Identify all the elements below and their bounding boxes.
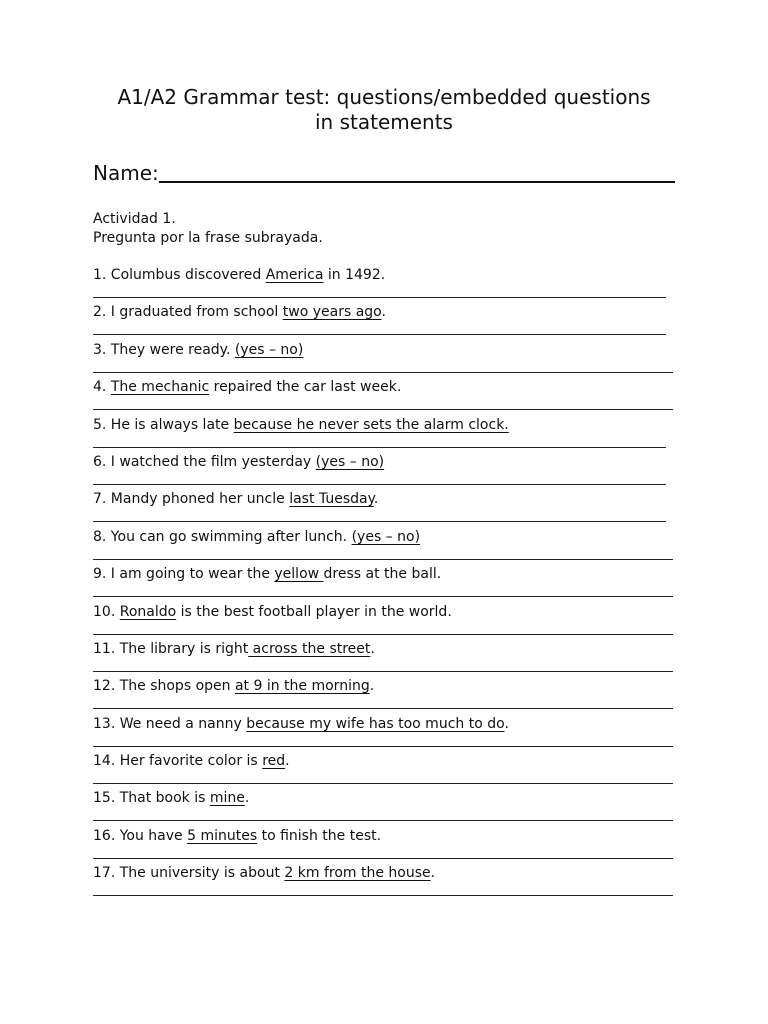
question-suffix: . <box>504 715 509 732</box>
underlined-phrase: at 9 in the morning <box>234 678 370 695</box>
question-suffix: . <box>370 640 375 657</box>
question-prefix: 7. Mandy phoned her uncle <box>93 491 290 508</box>
answer-line[interactable] <box>93 484 666 485</box>
answer-line[interactable] <box>93 708 673 709</box>
question-suffix: . <box>285 753 290 770</box>
question-text <box>93 602 452 622</box>
underlined-phrase: 2 km from the house <box>284 865 431 882</box>
underlined-phrase: because he never sets the alarm clock. <box>233 416 509 433</box>
question-item <box>93 564 673 601</box>
underlined-phrase: 5 minutes <box>187 827 258 844</box>
question-text <box>93 340 303 360</box>
question-prefix: 15. That book is <box>93 790 210 807</box>
question-prefix: 11. The library is right <box>93 640 249 657</box>
activity-instruction: Pregunta por la frase subrayada. <box>93 230 323 246</box>
question-text <box>93 639 375 659</box>
question-item <box>93 489 673 526</box>
question-suffix: to finish the test. <box>257 827 382 844</box>
name-line[interactable] <box>159 181 675 183</box>
question-list <box>93 265 673 901</box>
question-prefix: 8. You can go swimming after lunch. <box>93 528 352 545</box>
question-prefix: 10. <box>93 603 120 620</box>
question-suffix: . <box>373 491 379 508</box>
question-item <box>93 863 673 900</box>
answer-line[interactable] <box>93 447 666 448</box>
question-text <box>93 564 441 584</box>
answer-line[interactable] <box>93 858 673 859</box>
activity-title: Actividad 1. <box>93 211 176 227</box>
question-text <box>93 452 384 472</box>
question-prefix: 17. The university is about <box>93 865 285 882</box>
underlined-phrase: across the street <box>248 640 371 657</box>
question-item <box>93 676 673 713</box>
answer-line[interactable] <box>93 559 673 560</box>
answer-line[interactable] <box>93 746 673 747</box>
question-prefix: 1. Columbus discovered <box>93 267 266 283</box>
question-text <box>93 826 381 846</box>
question-item <box>93 340 673 377</box>
underlined-phrase: America <box>265 267 324 283</box>
question-item <box>93 639 673 676</box>
name-label: Name: <box>93 161 159 185</box>
question-item <box>93 377 673 414</box>
question-prefix: 2. I graduated from school <box>93 304 283 321</box>
question-suffix: . <box>369 678 375 695</box>
underlined-phrase: yellow <box>274 566 324 583</box>
question-item <box>93 602 673 639</box>
question-item <box>93 751 673 788</box>
question-prefix: 3. They were ready. <box>93 341 235 358</box>
underlined-phrase: mine <box>209 790 245 807</box>
question-prefix: 5. He is always late <box>93 416 234 433</box>
question-item <box>93 302 673 339</box>
underlined-phrase: (yes – no) <box>315 453 385 470</box>
question-item <box>93 527 673 564</box>
underlined-phrase: (yes – no) <box>234 341 304 358</box>
question-text <box>93 863 435 883</box>
question-text <box>93 751 290 771</box>
question-suffix: . <box>430 865 436 882</box>
answer-line[interactable] <box>93 820 673 821</box>
underlined-phrase: The mechanic <box>110 379 210 396</box>
worksheet-title <box>80 85 688 135</box>
question-text <box>93 676 374 696</box>
question-item <box>93 265 673 302</box>
question-prefix: 14. Her favorite color is <box>93 753 263 770</box>
question-suffix: . <box>244 790 250 807</box>
answer-line[interactable] <box>93 783 673 784</box>
underlined-phrase: because my wife has too much to do <box>246 715 505 732</box>
answer-line[interactable] <box>93 297 666 298</box>
question-text <box>93 415 509 435</box>
question-text <box>93 714 509 734</box>
question-prefix: 13. We need a nanny <box>93 715 247 732</box>
title-line-1: A1/A2 Grammar test: questions/embedded questions <box>117 85 651 109</box>
underlined-phrase: (yes – no) <box>351 528 421 545</box>
name-field[interactable] <box>93 159 675 185</box>
underlined-phrase: Ronaldo <box>119 603 177 620</box>
answer-line[interactable] <box>93 372 673 373</box>
question-item <box>93 714 673 751</box>
question-text <box>93 302 386 322</box>
question-item <box>93 788 673 825</box>
question-suffix: . <box>381 304 386 321</box>
question-text <box>93 377 401 397</box>
title-line-2: in statements <box>315 110 453 134</box>
question-suffix: is the best football player in the world. <box>176 603 452 620</box>
answer-line[interactable] <box>93 671 673 672</box>
answer-line[interactable] <box>93 334 666 335</box>
question-prefix: 4. <box>93 379 111 396</box>
question-prefix: 16. You have <box>93 827 188 844</box>
answer-line[interactable] <box>93 409 673 410</box>
question-suffix: dress at the ball. <box>323 566 442 583</box>
question-item <box>93 826 673 863</box>
answer-line[interactable] <box>93 895 673 896</box>
question-suffix: in 1492. <box>323 267 386 283</box>
answer-line[interactable] <box>93 521 666 522</box>
underlined-phrase: last Tuesday <box>289 491 374 508</box>
question-suffix: repaired the car last week. <box>209 379 402 396</box>
question-prefix: 6. I watched the film yesterday <box>93 453 316 470</box>
question-text <box>93 489 378 509</box>
question-prefix: 12. The shops open <box>93 678 235 695</box>
underlined-phrase: two years ago <box>282 304 382 321</box>
question-text <box>93 788 249 808</box>
question-item <box>93 452 673 489</box>
activity-intro <box>93 210 323 248</box>
question-item <box>93 415 673 452</box>
answer-line[interactable] <box>93 634 673 635</box>
question-text <box>93 265 385 285</box>
underlined-phrase: red <box>262 753 286 770</box>
question-prefix: 9. I am going to wear the <box>93 566 275 583</box>
answer-line[interactable] <box>93 596 673 597</box>
question-text <box>93 527 420 547</box>
